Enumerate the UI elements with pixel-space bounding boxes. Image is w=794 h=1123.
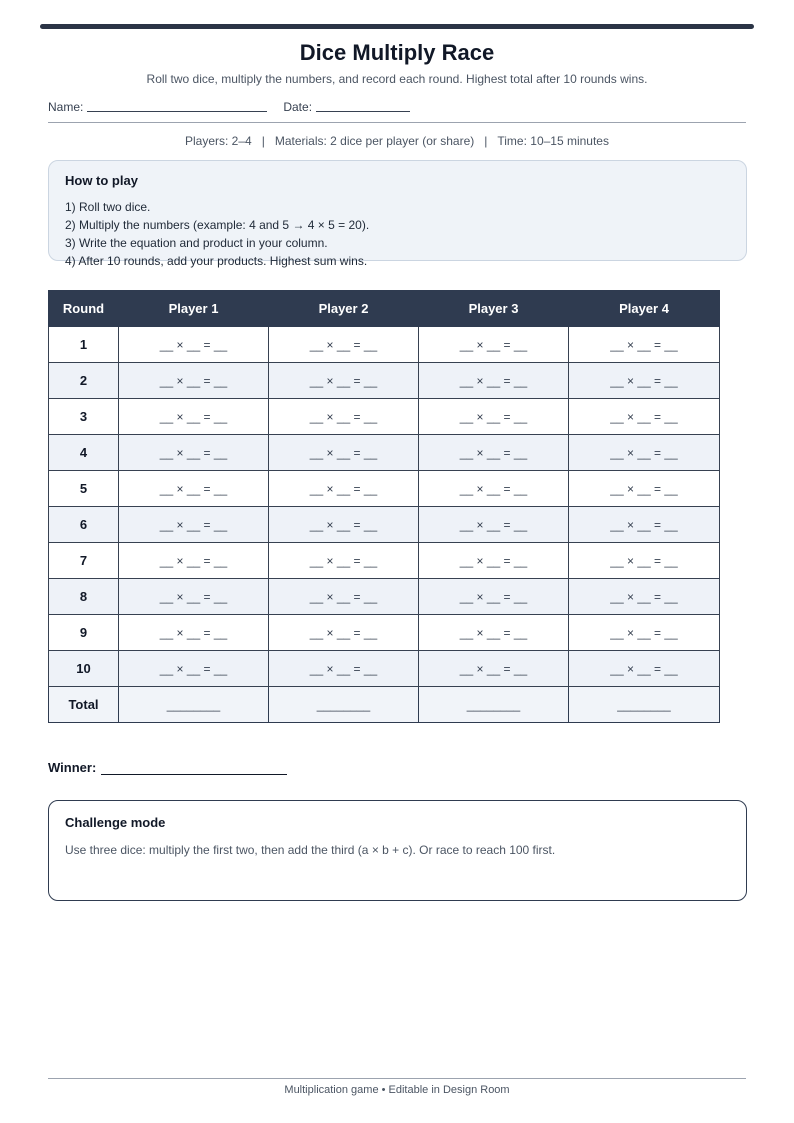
step-item: 3) Write the equation and product in your column.: [65, 236, 328, 250]
round-number: 3: [49, 399, 119, 435]
table-row: [49, 399, 720, 435]
player-3-round-cell[interactable]: __ × __ = __: [419, 543, 569, 579]
player-1-total-cell[interactable]: ________: [119, 687, 269, 723]
player-2-round-cell[interactable]: __ × __ = __: [269, 651, 419, 687]
player-3-round-cell[interactable]: __ × __ = __: [419, 399, 569, 435]
winner-label: Winner:: [48, 760, 97, 775]
player-2-round-cell[interactable]: __ × __ = __: [269, 471, 419, 507]
player-3-round-cell[interactable]: __ × __ = __: [419, 435, 569, 471]
round-number: 2: [49, 363, 119, 399]
table-row: [49, 543, 720, 579]
round-number: 9: [49, 615, 119, 651]
round-number: 10: [49, 651, 119, 687]
round-number: 7: [49, 543, 119, 579]
player-4-round-cell[interactable]: __ × __ = __: [569, 399, 720, 435]
winner-section: [48, 760, 287, 775]
player-2-round-cell[interactable]: __ × __ = __: [269, 399, 419, 435]
round-number: 8: [49, 579, 119, 615]
winner-field[interactable]: [101, 761, 287, 775]
footer-divider: [48, 1078, 746, 1079]
challenge-title: Challenge mode: [65, 815, 166, 830]
player-3-round-cell[interactable]: __ × __ = __: [419, 507, 569, 543]
player-4-round-cell[interactable]: __ × __ = __: [569, 651, 720, 687]
column-header: Round: [49, 291, 119, 327]
footer-text: Multiplication game • Editable in Design Room: [284, 1084, 510, 1096]
challenge-text: Use three dice: multiply the first two, then add the third (a × b + c). Or race to reach 100 first.: [65, 843, 556, 857]
table-row: [49, 471, 720, 507]
player-2-round-cell[interactable]: __ × __ = __: [269, 543, 419, 579]
table-row: [49, 363, 720, 399]
player-2-total-cell[interactable]: ________: [269, 687, 419, 723]
player-1-round-cell[interactable]: __ × __ = __: [119, 435, 269, 471]
meta-separator: |: [484, 134, 488, 148]
player-4-round-cell[interactable]: __ × __ = __: [569, 507, 720, 543]
player-4-round-cell[interactable]: __ × __ = __: [569, 579, 720, 615]
score-table: [48, 290, 720, 723]
player-2-round-cell[interactable]: __ × __ = __: [269, 507, 419, 543]
table-row: [49, 507, 720, 543]
player-1-round-cell[interactable]: __ × __ = __: [119, 579, 269, 615]
player-1-round-cell[interactable]: __ × __ = __: [119, 399, 269, 435]
table-row: [49, 435, 720, 471]
meta-separator: |: [261, 134, 265, 148]
total-row: [49, 687, 720, 723]
materials-info: Materials: 2 dice per player (or share): [274, 134, 475, 148]
player-1-round-cell[interactable]: __ × __ = __: [119, 471, 269, 507]
step-item: 2) Multiply the numbers (example: 4 and 5 → 4 × 5 = 20).: [65, 218, 370, 232]
how-to-play-steps: [65, 198, 730, 270]
name-label: Name:: [48, 100, 84, 114]
column-header: Player 1: [119, 291, 269, 327]
date-field[interactable]: [316, 100, 410, 112]
column-header: Player 4: [569, 291, 720, 327]
table-header-row: [49, 291, 720, 327]
player-1-round-cell[interactable]: __ × __ = __: [119, 327, 269, 363]
top-accent-bar: [40, 24, 754, 29]
player-2-round-cell[interactable]: __ × __ = __: [269, 435, 419, 471]
table-row: [49, 615, 720, 651]
step-item: 1) Roll two dice.: [65, 200, 151, 214]
challenge-box: [48, 800, 747, 901]
step-item: 4) After 10 rounds, add your products. Highest sum wins.: [65, 254, 368, 268]
game-meta: [0, 134, 794, 148]
player-2-round-cell[interactable]: __ × __ = __: [269, 327, 419, 363]
how-to-play-title: How to play: [65, 173, 138, 188]
table-row: [49, 651, 720, 687]
players-info: Players: 2–4: [185, 134, 252, 148]
player-3-round-cell[interactable]: __ × __ = __: [419, 327, 569, 363]
player-2-round-cell[interactable]: __ × __ = __: [269, 363, 419, 399]
player-4-round-cell[interactable]: __ × __ = __: [569, 363, 720, 399]
player-2-round-cell[interactable]: __ × __ = __: [269, 615, 419, 651]
player-1-round-cell[interactable]: __ × __ = __: [119, 615, 269, 651]
round-number: 6: [49, 507, 119, 543]
player-3-round-cell[interactable]: __ × __ = __: [419, 579, 569, 615]
round-number: 1: [49, 327, 119, 363]
total-label: Total: [49, 687, 119, 723]
page-subtitle: Roll two dice, multiply the numbers, and record each round. Highest total after 10 rounds wins.: [146, 72, 648, 86]
time-info: Time: 10–15 minutes: [497, 134, 609, 148]
student-fields: [48, 100, 410, 114]
table-row: [49, 327, 720, 363]
player-3-round-cell[interactable]: __ × __ = __: [419, 615, 569, 651]
name-field[interactable]: [87, 100, 267, 112]
player-3-round-cell[interactable]: __ × __ = __: [419, 471, 569, 507]
page-title: Dice Multiply Race: [299, 40, 495, 65]
header-divider: [48, 122, 746, 123]
round-number: 5: [49, 471, 119, 507]
player-1-round-cell[interactable]: __ × __ = __: [119, 651, 269, 687]
column-header: Player 3: [419, 291, 569, 327]
player-4-round-cell[interactable]: __ × __ = __: [569, 435, 720, 471]
date-label: Date:: [283, 100, 313, 114]
player-3-round-cell[interactable]: __ × __ = __: [419, 363, 569, 399]
table-row: [49, 579, 720, 615]
player-1-round-cell[interactable]: __ × __ = __: [119, 543, 269, 579]
player-4-round-cell[interactable]: __ × __ = __: [569, 543, 720, 579]
round-number: 4: [49, 435, 119, 471]
player-4-total-cell[interactable]: ________: [569, 687, 720, 723]
player-3-total-cell[interactable]: ________: [419, 687, 569, 723]
score-table-body: [49, 327, 720, 723]
player-4-round-cell[interactable]: __ × __ = __: [569, 471, 720, 507]
player-4-round-cell[interactable]: __ × __ = __: [569, 327, 720, 363]
player-3-round-cell[interactable]: __ × __ = __: [419, 651, 569, 687]
player-4-round-cell[interactable]: __ × __ = __: [569, 615, 720, 651]
column-header: Player 2: [269, 291, 419, 327]
player-2-round-cell[interactable]: __ × __ = __: [269, 579, 419, 615]
player-1-round-cell[interactable]: __ × __ = __: [119, 507, 269, 543]
player-1-round-cell[interactable]: __ × __ = __: [119, 363, 269, 399]
how-to-play-box: [48, 160, 747, 268]
